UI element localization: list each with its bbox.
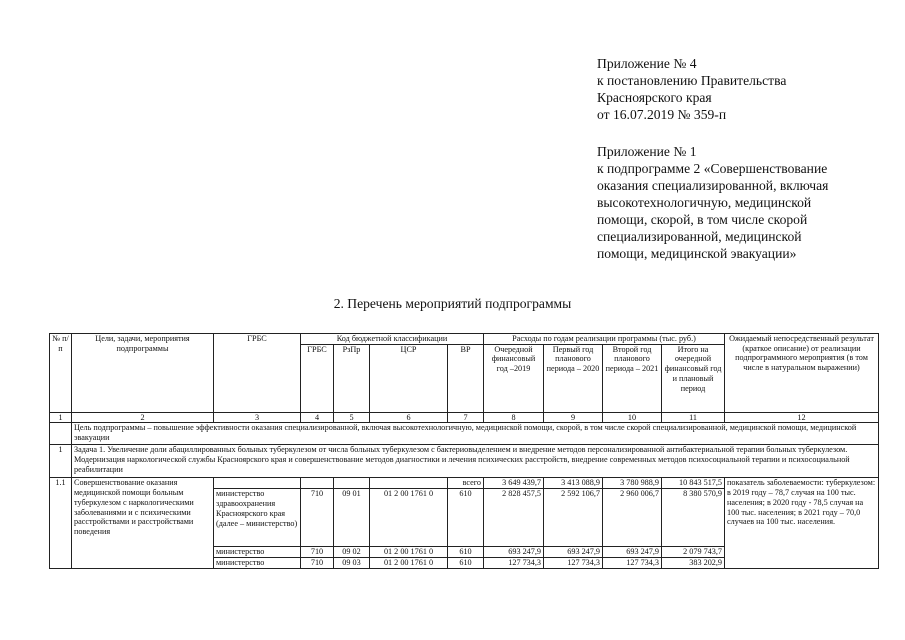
value-2020: 2 592 106,7 <box>544 489 603 547</box>
value-2020: 693 247,9 <box>544 547 603 558</box>
header-year-2019: Очередной финансовый год –2019 <box>484 344 544 412</box>
value-2021: 693 247,9 <box>603 547 662 558</box>
section-heading: 2. Перечень мероприятий подпрограммы <box>333 296 572 311</box>
rzpr-code: 09 02 <box>334 547 370 558</box>
total-sum: 10 843 517,5 <box>662 478 725 489</box>
appendix-1-line: помощи, медицинской эвакуации» <box>597 246 797 261</box>
col-number: 3 <box>214 412 301 423</box>
grbs-code: 710 <box>301 489 334 547</box>
header-year-2021: Второй год планового периода – 2021 <box>603 344 662 412</box>
value-total: 383 202,9 <box>662 558 725 569</box>
header-goals: Цели, задачи, мероприятия подпрограммы <box>72 334 214 413</box>
col-number: 8 <box>484 412 544 423</box>
item-number: 1.1 <box>50 478 72 568</box>
value-total: 2 079 743,7 <box>662 547 725 558</box>
appendix-4-line: к постановлению Правительства <box>597 73 787 88</box>
vr-code: 610 <box>448 547 484 558</box>
header-grbs-code: ГРБС <box>301 344 334 412</box>
appendix-1-line: специализированной, медицинской <box>597 229 802 244</box>
total-label: всего <box>448 478 484 489</box>
appendix-1-line: помощи, скорой, в том числе скорой <box>597 212 808 227</box>
header-expenses: Расходы по годам реализации программы (тыс. руб.) <box>484 334 725 345</box>
header-budget-code: Код бюджетной классификации <box>301 334 484 345</box>
rzpr-code: 09 03 <box>334 558 370 569</box>
csr-code: 01 2 00 1761 0 <box>370 558 448 569</box>
col-number: 5 <box>334 412 370 423</box>
col-number: 12 <box>725 412 879 423</box>
appendix-4-date: от 16.07.2019 № 359-п <box>597 107 727 122</box>
header-num: № п/п <box>50 334 72 413</box>
total-2019: 3 649 439,7 <box>484 478 544 489</box>
item-name: Совершенствование оказания медицинской помощи больным туберкулезом с наркологическими заболеваниями и с психическими расстройствами и расстройствами поведения <box>72 478 214 568</box>
grbs-code: 710 <box>301 558 334 569</box>
value-2019: 127 734,3 <box>484 558 544 569</box>
col-number: 1 <box>50 412 72 423</box>
goal-row: Цель подпрограммы – повышение эффективности оказания специализированной, включая высокотехнологичную, медицинской помощи, скорой, в том числе скорой специализированной, медицинской помощи, медицинской эвакуации <box>72 423 879 445</box>
appendix-1-title: Приложение № 1 <box>597 144 697 159</box>
value-2021: 127 734,3 <box>603 558 662 569</box>
grbs-code: 710 <box>301 547 334 558</box>
header-rzpr: РзПр <box>334 344 370 412</box>
header-csr: ЦСР <box>370 344 448 412</box>
appendix-1-block <box>597 143 828 262</box>
header-result: Ожидаемый непосредственный результат (краткое описание) от реализации подпрограммного мероприятия (в том числе в натуральном выражении) <box>725 334 879 413</box>
appendix-1-line: к подпрограмме 2 «Совершенствование <box>597 161 828 176</box>
appendix-4-line: Красноярского края <box>597 90 712 105</box>
header-total: Итого на очередной финансовый год и плановый период <box>662 344 725 412</box>
col-number: 2 <box>72 412 214 423</box>
grbs-name: министерство <box>214 547 301 558</box>
appendix-1-line: высокотехнологичную, медицинской <box>597 195 812 210</box>
csr-code: 01 2 00 1761 0 <box>370 489 448 547</box>
grbs-name: министерство <box>214 558 301 569</box>
value-2020: 127 734,3 <box>544 558 603 569</box>
value-2019: 693 247,9 <box>484 547 544 558</box>
csr-code: 01 2 00 1761 0 <box>370 547 448 558</box>
vr-code: 610 <box>448 558 484 569</box>
task-number: 1 <box>50 445 72 478</box>
total-2021: 3 780 988,9 <box>603 478 662 489</box>
vr-code: 610 <box>448 489 484 547</box>
header-vr: ВР <box>448 344 484 412</box>
grbs-name: министерство здравоохранения Красноярского края (далее – министерство) <box>214 489 301 547</box>
value-total: 8 380 570,9 <box>662 489 725 547</box>
header-year-2020: Первый год планового периода – 2020 <box>544 344 603 412</box>
appendix-1-line: оказания специализированной, включая <box>597 178 829 193</box>
task-row: Задача 1. Увеличение доли абациллированных больных туберкулезом от числа больных туберкулезом с бактериовыделением и внедрение методов персонализированной антибактериальной терапии больных туберкулезом. Модернизация наркологической службы Красноярского края и совершенствование методов диагностики и лечения психических расстройств, внедрение современных методов психосоциальной терапии и психосоциальной реабилитации <box>72 445 879 478</box>
activities-table <box>49 333 879 569</box>
col-number: 7 <box>448 412 484 423</box>
header-grbs: ГРБС <box>214 334 301 413</box>
rzpr-code: 09 01 <box>334 489 370 547</box>
col-number: 11 <box>662 412 725 423</box>
value-2021: 2 960 006,7 <box>603 489 662 547</box>
col-number: 6 <box>370 412 448 423</box>
col-number: 9 <box>544 412 603 423</box>
col-number: 10 <box>603 412 662 423</box>
appendix-4-title: Приложение № 4 <box>597 56 697 71</box>
col-number: 4 <box>301 412 334 423</box>
total-2020: 3 413 088,9 <box>544 478 603 489</box>
appendix-4-block <box>597 55 786 123</box>
expected-result: показатель заболеваемости: туберкулезом: в 2019 году – 78,7 случая на 100 тыс. населения; в 2020 году - 78,5 случая на 100 тыс. населения; в 2021 году – 70,0 случаев на 100 тыс. населения. <box>725 478 879 568</box>
value-2019: 2 828 457,5 <box>484 489 544 547</box>
